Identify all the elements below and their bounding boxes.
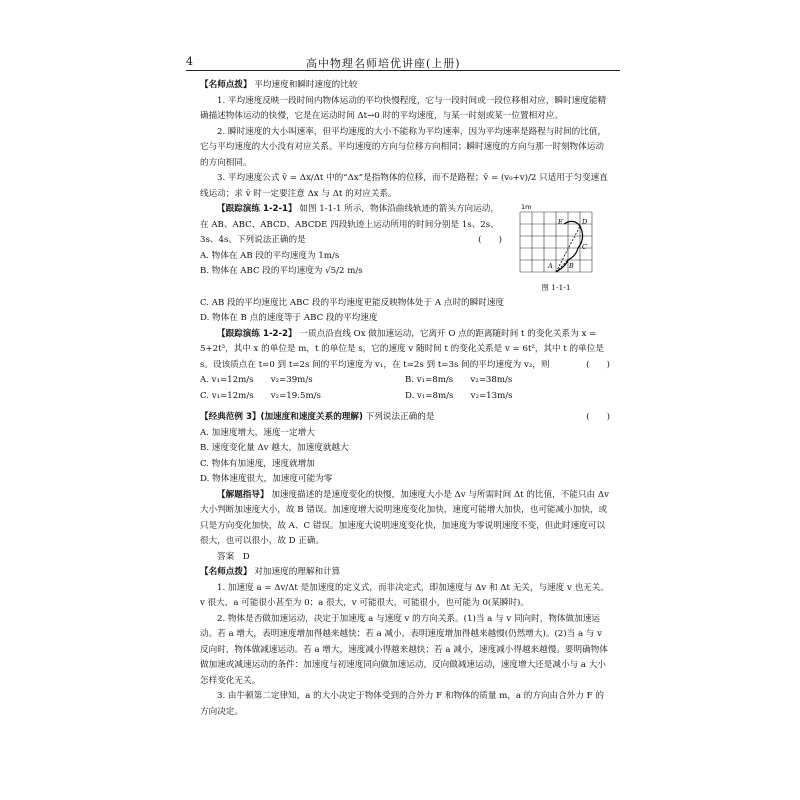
page-content [200, 78, 610, 720]
point-label: C [582, 243, 587, 251]
tip-tag: 【名师点拨】 [200, 567, 252, 577]
answer-bracket: ( ) [478, 235, 502, 245]
tip-tag: 【名师点拨】 [200, 80, 252, 90]
answer-bracket: ( ) [586, 412, 610, 422]
option-d: D. 物体速度很大，加速度可能为零 [200, 474, 333, 484]
tip-paragraph: 2. 瞬时速度的大小叫速率，但平均速度的大小不能称为平均速率，因为平均速率是路程与时间的比值，它与平均速度的大小没有对应关系。平均速度的方向与位移方向相同；瞬时速度的方向与那一时刻物体运动的方向相同。 [200, 126, 607, 168]
option-a: A. 加速度增大，速度一定增大 [200, 427, 315, 438]
figure-1-1-1 [502, 202, 610, 296]
trajectory-diagram [516, 202, 596, 274]
point-label: B [569, 262, 574, 270]
option-d: D. 物体在 B 点的速度等于 ABC 段的平均速度 [200, 313, 378, 323]
option-b: B. 速度变化量 Δv 越大，加速度就越大 [200, 443, 349, 453]
solution-guide: 【解题指导】 加速度描述的是速度变化的快慢，加速度大小是 Δv 与所需时间 Δt 的比值，不能只由 Δv 大小判断加速度大小，故 B 错误。加速度增大说明速度变化加快，速度可能增大加快，也可能减小加快，或只是方向变化加快，故 A、C 错误。加速度大说明速度变化快，加速度为零说明速度不变，但此时速度可以很大，也可以很小，故 D 正确。 [200, 489, 609, 546]
tip-title: 对加速度的理解和计算 [254, 567, 341, 577]
answer-bracket: ( ) [586, 359, 610, 370]
guide-tag: 【解题指导】 [217, 489, 269, 500]
tip-paragraph: 1. 加速度 a = Δv/Δt 是加速度的定义式，而非决定式，即加速度与 Δv 和 Δt 无关，与速度 v 也无关。v 很大，a 可能很小甚至为 0；a 很大，v 可能很大，可能很小，也可能为 0(某瞬时)。 [200, 582, 609, 608]
figure-caption: 图 1-1-1 [541, 283, 571, 292]
point-label: E [558, 218, 563, 226]
tip-paragraph: 3. 平均速度公式 v̄ = Δx/Δt 中的“Δx”是指物体的位移，而不是路程；v̄ = (v₀+v)/2 只适用于匀变速直线运动；求 v̄ 时一定要注意 Δx 与 Δt 的对应关系。 [200, 173, 608, 199]
point-label: D [582, 218, 588, 226]
option-a: A. 物体在 AB 段的平均速度为 1m/s [200, 250, 340, 261]
example-3-question: 【经典范例 3】(加速度和速度关系的理解) 下列说法正确的是 ( ) [200, 410, 610, 426]
option-d: D. v₁=8m/s v₂=13m/s [405, 390, 513, 401]
tip-paragraph: 3. 由牛顿第二定律知，a 的大小决定于物体受到的合外力 F 和物体的质量 m，a 的方向由合外力 F 的方向决定。 [200, 691, 604, 717]
option-c: C. v₁=12m/s v₂=19.5m/s [200, 390, 321, 401]
option-a: A. v₁=12m/s v₂=39m/s [200, 375, 313, 385]
example-tag: 【经典范例 3】(加速度和速度关系的理解) [200, 412, 363, 422]
drill-tag: 【跟踪演练 1-2-2】 [217, 328, 297, 339]
tip-paragraph: 1. 平均速度反映一段时间内物体运动的平均快慢程度，它与一段时间或一段位移相对应，瞬时速度能精确描述物体运动的快慢，它是在运动时间 Δt→0 时的平均速度，与某一时刻或某一位置相对应。 [200, 95, 607, 121]
answer-line: 答案 D [217, 551, 250, 562]
tip-title: 平均速度和瞬时速度的比较 [254, 80, 358, 90]
drill-1 [200, 202, 610, 296]
book-title: 高中物理名师培优讲座(上册) [306, 57, 461, 70]
drill-2-options [200, 373, 610, 389]
page-header [186, 54, 620, 71]
tip-paragraph: 2. 物体是否做加速运动，决定于加速度 a 与速度 v 的方向关系。(1)当 a 与 v 同向时，物体做加速运动。若 a 增大，表明速度增加得越来越快；若 a 减小，表明速度增加得越来越慢(仍然增大)。(2)当 a 与 v 反向时，物体做减速运动。若 a 增大，速度减小得越来越快；若 a 减小，速度减小得越来越慢。要明确物体做加速或减速运动的条件：加速度与初速度同向做加速运动，反向做减速运动，速度增大还是减小与 a 大小怎样变化无关。 [200, 613, 608, 686]
drill-2-question: 【跟踪演练 1-2-2】 一质点沿直线 Ox 做加速运动，它离开 O 点的距离随时间 t 的变化关系为 x = 5+2t³，其中 x 的单位是 m，t 的单位是 s，它的速度 v 随时间 t 的变化关系是 v = 6t²，其中 t 的单位是 s。设该质点在 t=0 到 t=2s 间的平均速度为 v₁，在 t=2s 到 t=3s 间的平均速度为 v₂，则 ( ) [200, 327, 610, 374]
option-c: C. AB 段的平均速度比 ABC 段的平均速度更能反映物体处于 A 点时的瞬时速度 [200, 297, 505, 308]
drill-tag: 【跟踪演练 1-2-1】 [217, 204, 297, 214]
tip-heading-1 [200, 78, 610, 94]
option-b: B. 物体在 ABC 段的平均速度为 √5/2 m/s [200, 266, 363, 276]
point-label: A [548, 262, 553, 270]
page-number: 4 [186, 55, 193, 68]
drill-question: 【跟踪演练 1-2-1】 如图 1-1-1 所示，物体沿曲线轨迹的箭头方向运动，在 AB、ABC、ABCD、ABCDE 四段轨迹上运动所用的时间分别是 1s、2s、3s、4s。下列说法正确的是 ( ) [200, 202, 502, 249]
drill-2-options [200, 389, 610, 405]
tip-heading-2 [200, 565, 610, 581]
option-b: B. v₁=8m/s v₂=38m/s [405, 375, 513, 385]
option-c: C. 物体有加速度，速度就增加 [200, 458, 315, 469]
scale-label: 1m [521, 203, 532, 211]
